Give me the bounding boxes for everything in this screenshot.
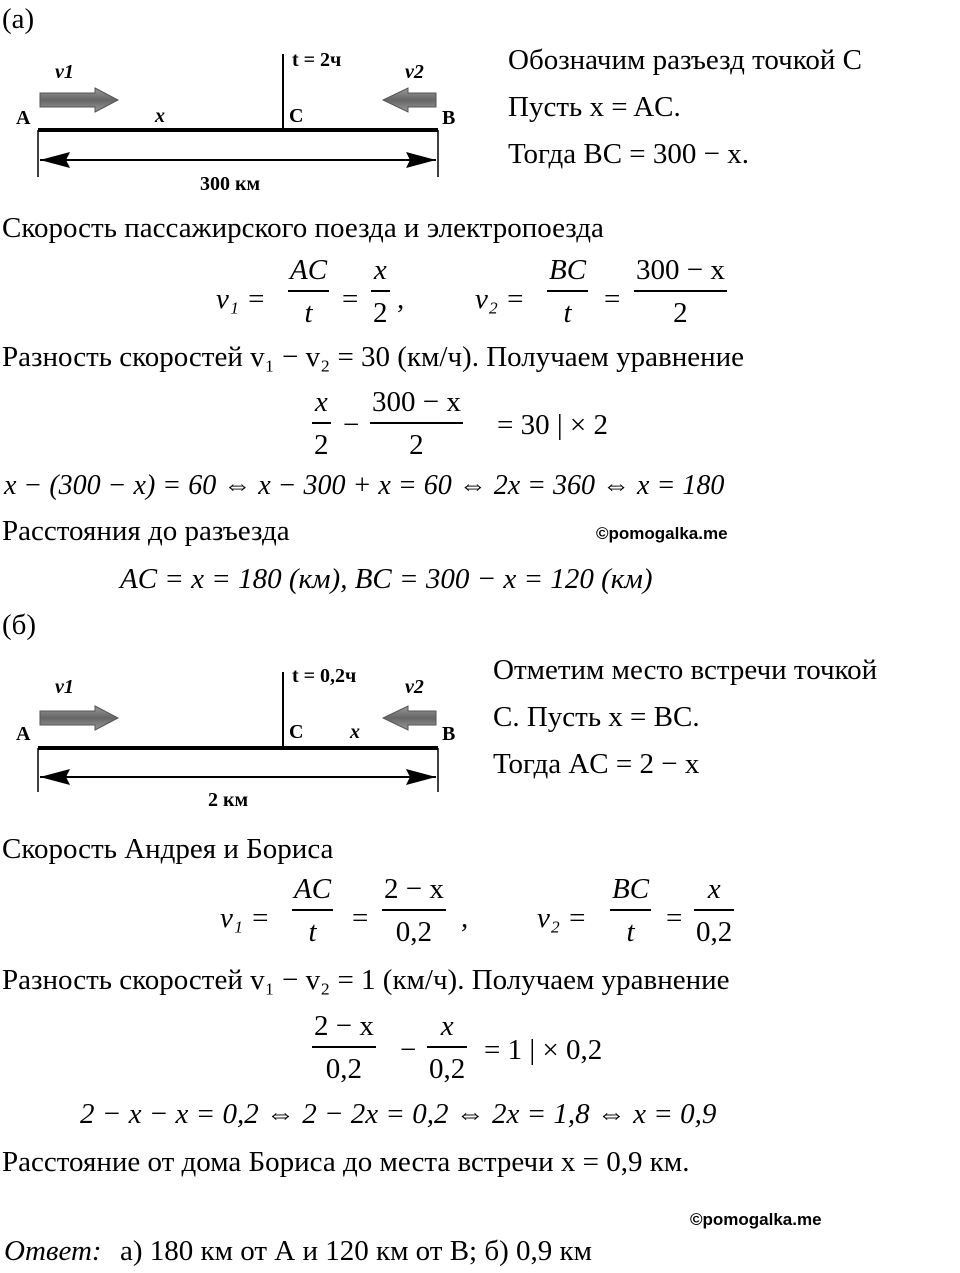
answer-label: Ответ:: [4, 1235, 102, 1267]
part-a-side-line-3: Тогда BC = 300 − x.: [508, 138, 750, 170]
part-b-side-line-1: Отметим место встречи точкой: [493, 654, 878, 686]
point-c-label: C: [289, 721, 304, 743]
part-a-solution: x − (300 − x) = 60 ⇔ x − 300 + x = 60 ⇔ 2x = 360 ⇔ x = 180: [4, 470, 725, 501]
v2-label: v2: [405, 676, 424, 698]
part-b-label: (б): [2, 609, 37, 641]
dimension-arrow-left: [40, 152, 70, 168]
v1-arrow: [40, 706, 118, 730]
dimension-arrow-left: [40, 769, 70, 785]
answer-text: а) 180 км от А и 120 км от В; б) 0,9 км: [120, 1235, 592, 1267]
part-b-speed-heading: Скорость Андрея и Бориса: [2, 833, 334, 865]
dimension-arrow-right: [406, 152, 436, 168]
part-b-v1-lhs: v₁ =: [220, 902, 270, 934]
part-b-side-line-3: Тогда AC = 2 − x: [493, 748, 700, 780]
v2-label: v2: [405, 61, 424, 83]
part-b-v2-fraction-2: x 0,2: [696, 873, 733, 948]
part-a-equation-fraction-1: x 2: [314, 386, 329, 461]
part-a-diagram: [0, 40, 470, 240]
part-b-v2-fraction-1: BC t: [612, 873, 650, 948]
point-a-label: A: [16, 723, 31, 745]
part-a-side-line-1: Обозначим разъезд точкой C: [508, 44, 862, 76]
part-b-diagram: [0, 660, 470, 860]
part-b-v1-comma: ,: [461, 902, 469, 934]
part-a-v2-fraction-2: 300 − x 2: [636, 254, 725, 329]
v1-label: v1: [55, 676, 74, 698]
part-a-v1-comma: ,: [397, 283, 405, 315]
v1-label: v1: [55, 61, 74, 83]
part-a-v1-fraction-1: AC t: [290, 254, 328, 329]
part-a-side-line-2: Пусть x = AC.: [508, 91, 681, 123]
part-b-equation-fraction-2: x 0,2: [429, 1010, 466, 1085]
part-b-equation-fraction-1: 2 − x 0,2: [314, 1010, 374, 1085]
point-b-label: B: [442, 723, 456, 745]
part-b-v1-fraction-2: 2 − x 0,2: [384, 873, 444, 948]
v1-arrow: [40, 88, 118, 112]
part-b-v2-equals: =: [666, 902, 683, 934]
time-label: t = 0,2ч: [292, 665, 357, 687]
part-b-conclusion: Расстояние от дома Бориса до места встречи x = 0,9 км.: [2, 1146, 690, 1178]
part-a-equation-rhs: = 30 | × 2: [497, 409, 609, 441]
part-b-difference: Разность скоростей v₁ − v₂ = 1 (км/ч). Получаем уравнение: [2, 964, 730, 996]
point-a-label: A: [16, 107, 31, 129]
part-a-difference: Разность скоростей v₁ − v₂ = 30 (км/ч). Получаем уравнение: [2, 341, 745, 373]
v2-arrow: [383, 88, 436, 112]
distance-label: 2 км: [208, 789, 249, 811]
part-a-label: (а): [2, 3, 35, 35]
point-c-label: C: [289, 105, 304, 127]
point-b-label: B: [442, 107, 456, 129]
part-a-v1-equals: =: [342, 283, 359, 315]
part-a-v1-lhs: v₁ =: [216, 283, 266, 315]
part-b-v2-lhs: v₂ =: [537, 902, 587, 934]
part-a-equation-minus: −: [343, 409, 360, 441]
part-b-v1-fraction-1: AC t: [294, 873, 332, 948]
part-a-v2-lhs: v₂ =: [475, 283, 525, 315]
part-b-side-line-2: C. Пусть x = BC.: [493, 701, 700, 733]
watermark: ©pomogalka.me: [596, 524, 728, 543]
x-label: x: [155, 105, 165, 127]
x-label: x: [350, 721, 360, 743]
part-a-distances: AC = x = 180 (км), BC = 300 − x = 120 (км): [120, 563, 653, 595]
time-label: t = 2ч: [292, 49, 342, 71]
part-a-distances-heading: Расстояния до разъезда: [2, 515, 290, 547]
part-a-v2-equals: =: [604, 283, 621, 315]
part-b-solution: 2 − x − x = 0,2 ⇔ 2 − 2x = 0,2 ⇔ 2x = 1,8 ⇔ x = 0,9: [80, 1098, 717, 1130]
part-a-equation-fraction-2: 300 − x 2: [372, 386, 461, 461]
dimension-arrow-right: [406, 769, 436, 785]
watermark: ©pomogalka.me: [690, 1210, 822, 1229]
part-b-equation-rhs: = 1 | × 0,2: [484, 1034, 603, 1066]
part-b-v1-equals: =: [352, 902, 369, 934]
part-b-equation-minus: −: [400, 1034, 417, 1066]
v2-arrow: [383, 706, 436, 730]
distance-label: 300 км: [200, 173, 261, 195]
part-a-v1-fraction-2: x 2: [373, 254, 388, 329]
part-a-v2-fraction-1: BC t: [549, 254, 587, 329]
part-a-speed-heading: Скорость пассажирского поезда и электропоезда: [2, 212, 604, 244]
